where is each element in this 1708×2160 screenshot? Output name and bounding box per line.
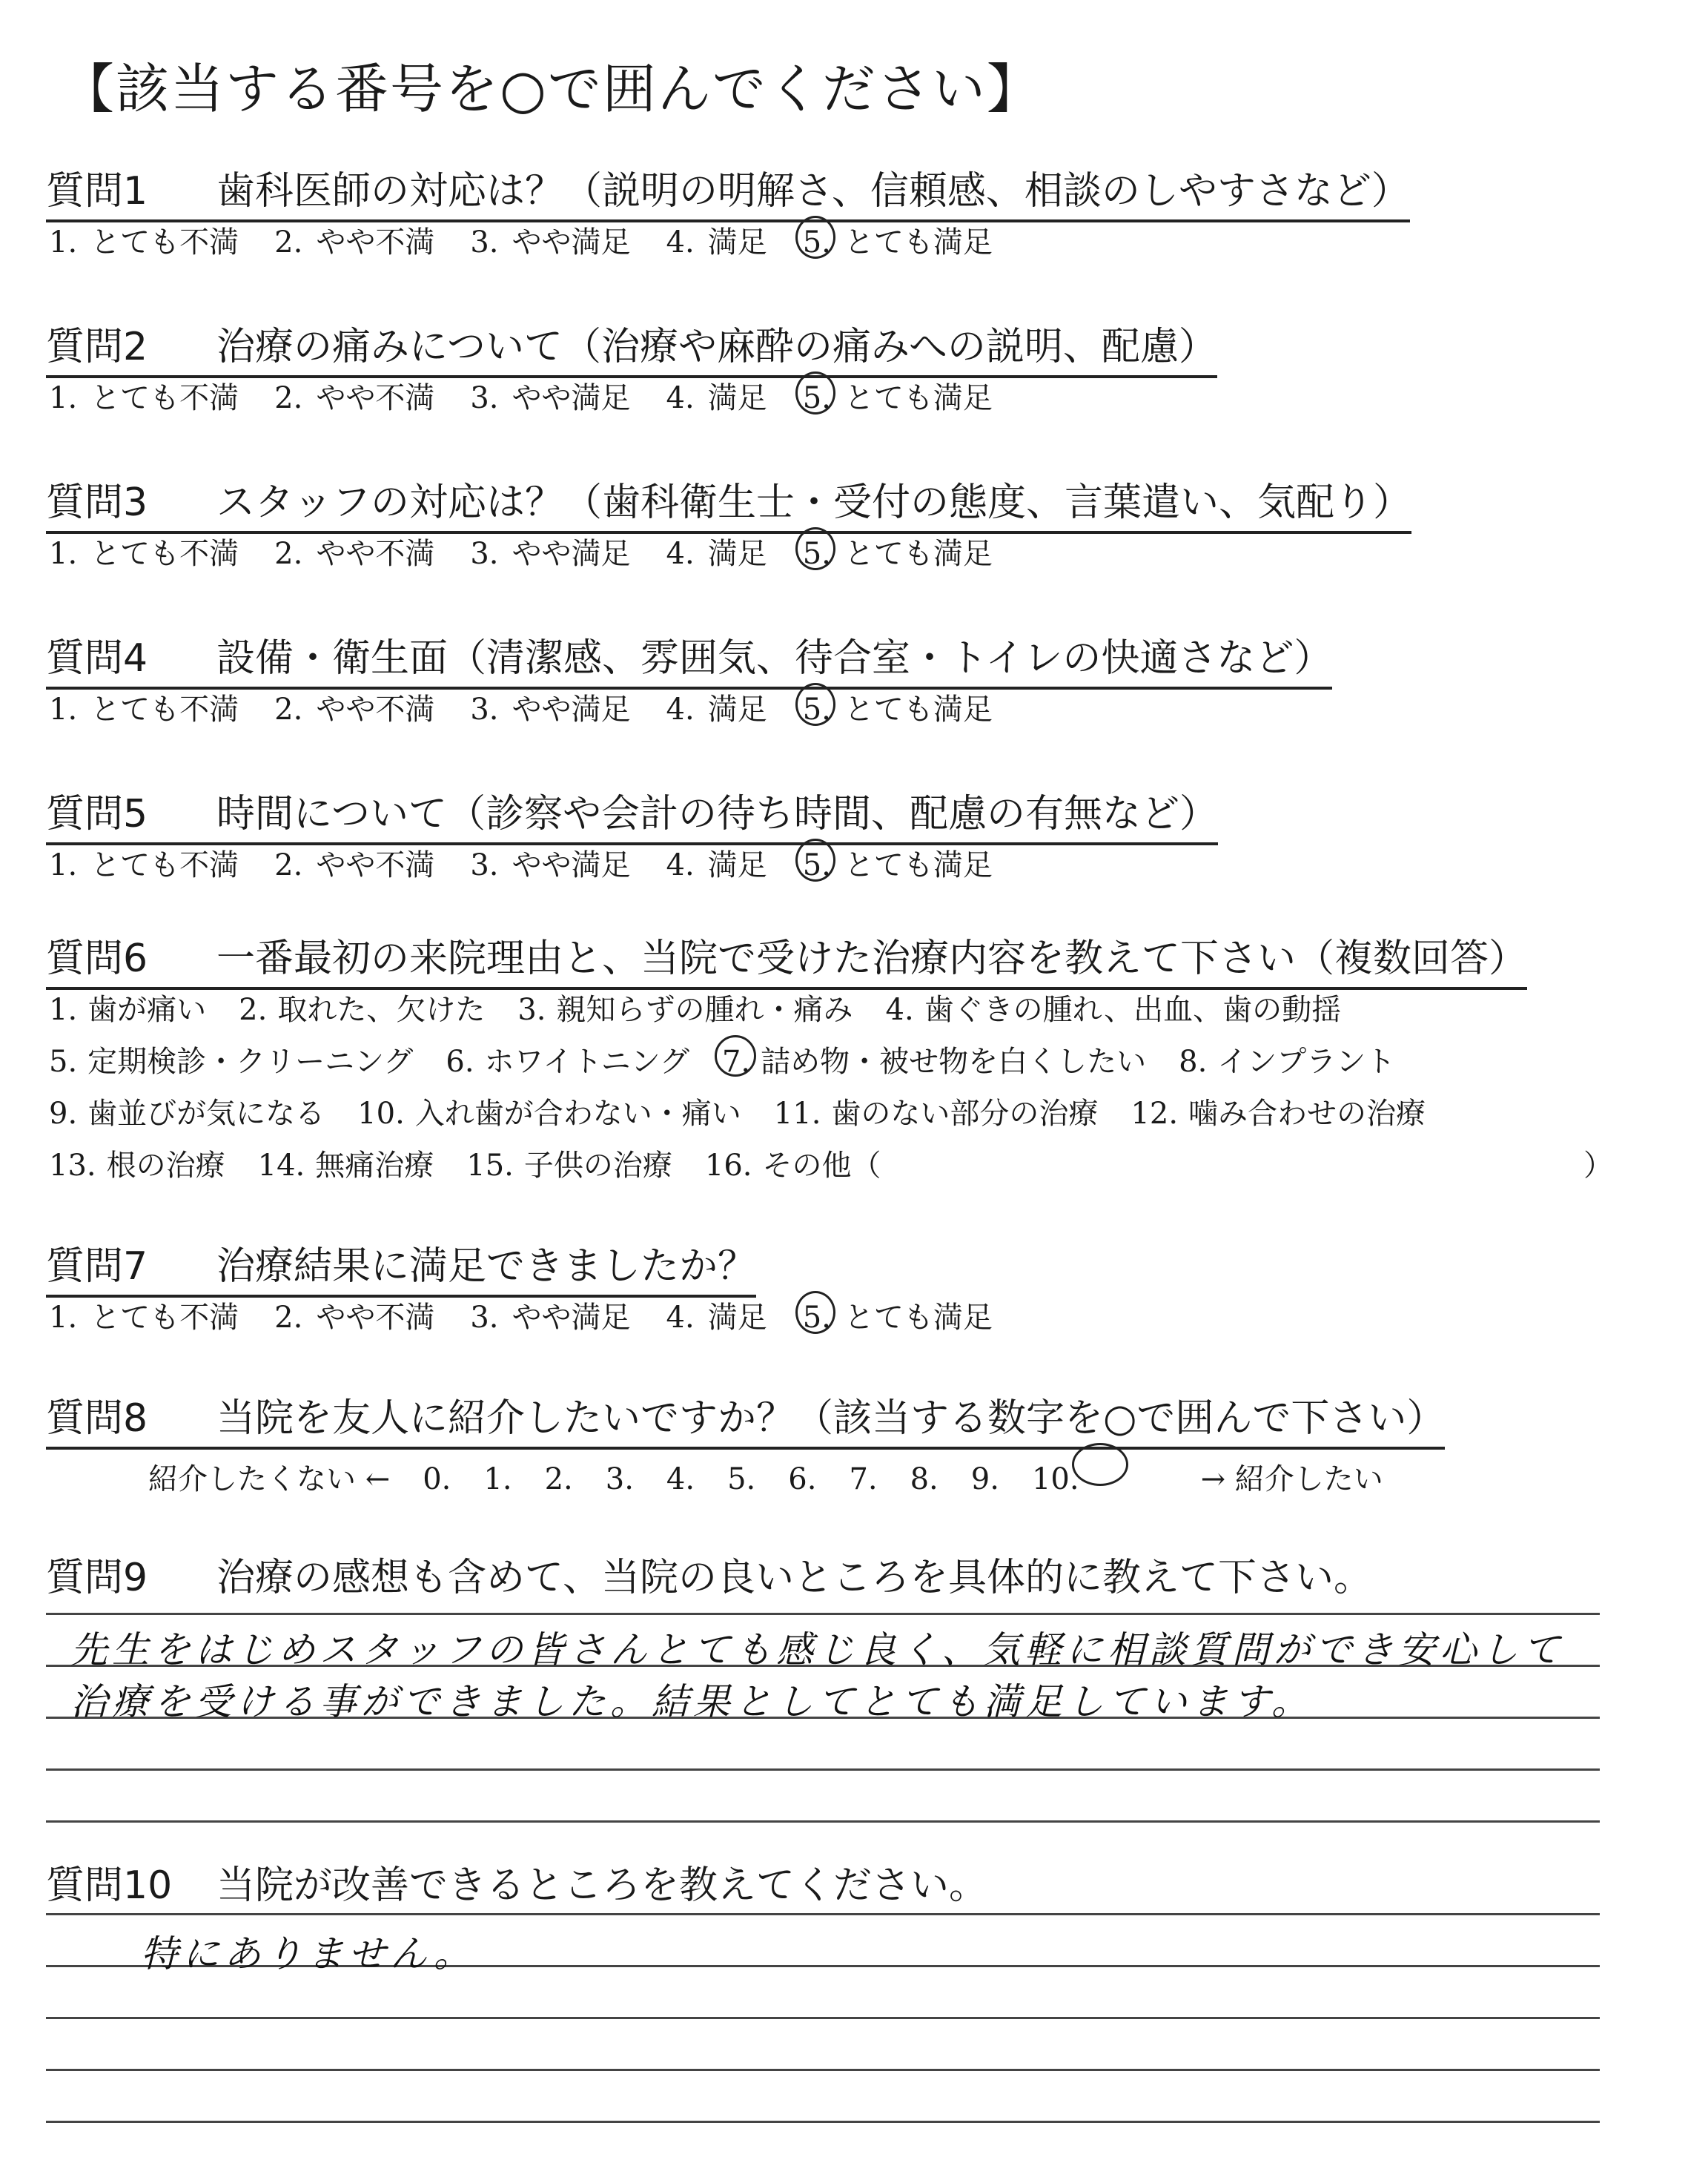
question-text: スタッフの対応は？（歯科衛生士・受付の態度、言葉遣い、気配り） <box>216 480 1412 525</box>
answer-line <box>46 1613 1600 1615</box>
option-label: 満足 <box>707 1301 767 1335</box>
checkbox-option[interactable] <box>258 1142 434 1184</box>
scale-option[interactable] <box>803 842 993 884</box>
checkbox-option[interactable] <box>774 1090 1099 1132</box>
question-2-scale <box>49 374 1028 417</box>
question-text: 治療の感想も含めて、当院の良いところを具体的に教えて下さい。 <box>216 1556 1372 1600</box>
scale-option[interactable] <box>666 219 767 261</box>
scale-option[interactable] <box>49 374 239 417</box>
scale-option[interactable] <box>470 530 630 572</box>
question-7-heading <box>46 1235 756 1298</box>
handwritten-answer-line: 治療を受ける事ができました。結果としてとても満足しています。 <box>70 1680 1313 1723</box>
scale-number[interactable]: 0. <box>423 1462 451 1496</box>
option-label: 満足 <box>707 537 767 571</box>
scale-number[interactable]: 5. <box>727 1462 756 1496</box>
checkbox-option[interactable] <box>357 1090 741 1132</box>
option-label: やや満足 <box>512 1301 631 1335</box>
scale-option[interactable] <box>274 686 434 728</box>
question-text: 設備・衛生面（清潔感、雰囲気、待合室・トイレの快適さなど） <box>216 636 1333 681</box>
option-number: 1. <box>49 848 78 882</box>
scale-option[interactable] <box>49 219 239 261</box>
checkbox-option[interactable] <box>1131 1090 1426 1132</box>
option-label: 噛み合わせの治療 <box>1188 1097 1426 1131</box>
scale-option[interactable] <box>803 219 993 261</box>
option-number: 2. <box>274 1301 303 1335</box>
scale-option[interactable] <box>470 374 630 417</box>
scale-option[interactable] <box>274 219 434 261</box>
option-number: 5. <box>802 537 831 571</box>
option-label: 満足 <box>707 693 767 727</box>
option-number: 3. <box>470 693 499 727</box>
option-row <box>49 1142 1613 1184</box>
close-paren: ） <box>1583 1149 1613 1183</box>
option-label: 満足 <box>707 848 767 882</box>
question-1-scale <box>49 219 1028 261</box>
option-number: 5. <box>802 381 831 415</box>
option-label: 根の治療 <box>106 1149 225 1183</box>
option-number: 6. <box>446 1045 474 1079</box>
option-label: 満足 <box>707 381 767 415</box>
option-label: ホワイトニング <box>484 1045 689 1079</box>
scale-option[interactable] <box>666 530 767 572</box>
scale-option[interactable] <box>49 530 239 572</box>
scale-number[interactable]: 9. <box>970 1462 999 1496</box>
selected-circle-mark <box>795 371 835 415</box>
option-label: 歯のない部分の治療 <box>831 1097 1099 1131</box>
question-2-heading <box>46 315 1217 378</box>
scale-number[interactable]: 6. <box>788 1462 817 1496</box>
question-text: 当院が改善できるところを教えてください。 <box>216 1863 988 1908</box>
scale-option[interactable] <box>470 219 630 261</box>
option-number: 1. <box>49 993 78 1027</box>
option-row <box>49 1038 1428 1080</box>
scale-number[interactable]: 8. <box>910 1462 939 1496</box>
answer-line <box>46 2121 1600 2123</box>
option-label: とても不満 <box>90 848 239 882</box>
option-number: 4. <box>885 993 914 1027</box>
question-number: 質問2 <box>46 325 148 369</box>
option-label: 定期検診・クリーニング <box>87 1045 414 1079</box>
option-label: やや不満 <box>316 381 435 415</box>
handwritten-answer-line: 特にありません。 <box>141 1932 475 1975</box>
selected-circle-mark <box>795 839 835 882</box>
option-number: 2. <box>274 225 303 260</box>
option-label: やや満足 <box>512 225 631 260</box>
option-label: やや不満 <box>316 693 435 727</box>
option-label: やや不満 <box>316 537 435 571</box>
selected-circle-mark <box>1072 1443 1128 1486</box>
scale-option[interactable] <box>470 842 630 884</box>
option-label: とても満足 <box>844 693 993 727</box>
option-number: 4. <box>666 225 695 260</box>
option-number: 2. <box>239 993 268 1027</box>
option-row <box>49 1090 1458 1132</box>
question-5-scale <box>49 842 1028 884</box>
question-3-heading <box>46 471 1411 534</box>
answer-line <box>46 2069 1600 2071</box>
option-label: 無痛治療 <box>315 1149 434 1183</box>
option-label: 取れた、欠けた <box>277 993 486 1027</box>
option-number: 2. <box>274 848 303 882</box>
option-number: 10. <box>357 1097 405 1131</box>
option-number: 3. <box>470 225 499 260</box>
answer-line <box>46 1768 1600 1771</box>
question-6-heading <box>46 927 1527 990</box>
question-10-heading <box>46 1854 987 1914</box>
option-number: 13. <box>49 1149 96 1183</box>
option-label: やや不満 <box>316 225 435 260</box>
option-number: 1. <box>49 381 78 415</box>
option-number: 9. <box>49 1097 78 1131</box>
option-label: 子供の治療 <box>523 1149 672 1183</box>
scale-right-label: → 紹介したい <box>1200 1462 1383 1496</box>
scale-option[interactable] <box>274 1294 434 1336</box>
question-4-heading <box>46 627 1332 690</box>
question-number: 質問4 <box>46 636 148 681</box>
scale-left-label: 紹介したくない ← <box>148 1462 391 1496</box>
option-label: その他（ <box>762 1149 881 1183</box>
question-text: 治療の痛みについて（治療や麻酔の痛みへの説明、配慮） <box>216 325 1217 369</box>
question-4-scale <box>49 686 1028 728</box>
option-label: インプラント <box>1217 1045 1396 1079</box>
option-row <box>49 986 1374 1028</box>
option-number: 3. <box>470 537 499 571</box>
question-8-scale <box>148 1446 1416 1498</box>
option-number: 5. <box>49 1045 78 1079</box>
scale-option[interactable] <box>274 374 434 417</box>
option-number: 3. <box>517 993 546 1027</box>
scale-option[interactable] <box>666 686 767 728</box>
option-number: 4. <box>666 1301 695 1335</box>
option-number: 11. <box>773 1097 821 1131</box>
question-1-heading <box>46 159 1410 222</box>
option-label: 満足 <box>707 225 767 260</box>
question-number: 質問1 <box>46 169 148 214</box>
question-3-scale <box>49 530 1028 572</box>
option-label: やや不満 <box>316 1301 435 1335</box>
option-number: 15. <box>466 1149 514 1183</box>
checkbox-option[interactable] <box>886 986 1342 1028</box>
option-label: とても不満 <box>90 381 239 415</box>
question-text: 時間について（診察や会計の待ち時間、配慮の有無など） <box>216 792 1218 836</box>
scale-number[interactable]: 2. <box>544 1462 573 1496</box>
question-number: 質問8 <box>46 1396 148 1441</box>
option-number: 2. <box>274 537 303 571</box>
option-number: 4. <box>666 848 695 882</box>
checkbox-option[interactable] <box>705 1142 881 1184</box>
selected-circle-mark <box>795 216 835 259</box>
option-number: 1. <box>49 693 78 727</box>
scale-option[interactable] <box>666 842 767 884</box>
question-text: 治療結果に満足できましたか？ <box>216 1244 757 1289</box>
scale-option[interactable] <box>470 1294 630 1336</box>
option-number: 16. <box>704 1149 752 1183</box>
option-number: 8. <box>1179 1045 1208 1079</box>
scale-number[interactable]: 7. <box>849 1462 878 1496</box>
option-label: とても満足 <box>844 1301 993 1335</box>
option-number: 5. <box>802 1301 831 1335</box>
option-number: 14. <box>257 1149 305 1183</box>
option-label: とても不満 <box>90 225 239 260</box>
question-text: 歯科医師の対応は？（説明の明解さ、信頼感、相談のしやすさなど） <box>216 169 1410 214</box>
scale-option[interactable] <box>666 1294 767 1336</box>
checkbox-option[interactable] <box>446 1038 689 1080</box>
option-label: 入れ歯が合わない・痛い <box>414 1097 741 1131</box>
option-label: とても満足 <box>844 381 993 415</box>
selected-circle-mark <box>795 527 835 570</box>
handwritten-answer-line: 先生をはじめスタッフの皆さんとても感じ良く、気軽に相談質問ができ安心して <box>70 1628 1564 1671</box>
option-label: 歯が痛い <box>87 993 207 1027</box>
scale-option[interactable] <box>803 530 993 572</box>
scale-number[interactable]: 4. <box>666 1462 695 1496</box>
option-label: とても満足 <box>844 848 993 882</box>
selected-circle-mark <box>795 683 835 726</box>
scale-option[interactable] <box>666 374 767 417</box>
option-label: とても満足 <box>844 225 993 260</box>
option-number: 3. <box>470 848 499 882</box>
option-label: やや満足 <box>512 381 631 415</box>
option-number: 3. <box>470 381 499 415</box>
scale-option[interactable] <box>49 686 239 728</box>
checkbox-option[interactable] <box>49 1142 225 1184</box>
selected-circle-mark <box>795 1291 835 1334</box>
question-text: 一番最初の来院理由と、当院で受けた治療内容を教えて下さい（複数回答） <box>216 937 1528 981</box>
option-number: 5. <box>802 848 831 882</box>
option-number: 4. <box>666 537 695 571</box>
scale-option[interactable] <box>274 530 434 572</box>
question-number: 質問7 <box>46 1244 148 1289</box>
scale-option[interactable] <box>470 686 630 728</box>
scale-option[interactable] <box>49 1294 239 1336</box>
option-number: 2. <box>274 693 303 727</box>
question-5-heading <box>46 782 1218 845</box>
option-number: 12. <box>1131 1097 1179 1131</box>
page-title: 【該当する番号を○で囲んでください】 <box>61 58 1042 120</box>
scale-option[interactable] <box>803 374 993 417</box>
option-label: とても不満 <box>90 693 239 727</box>
scale-option[interactable] <box>274 842 434 884</box>
option-label: とても満足 <box>844 537 993 571</box>
option-number: 4. <box>666 693 695 727</box>
option-number: 1. <box>49 225 78 260</box>
checkbox-option[interactable] <box>466 1142 672 1184</box>
option-label: とても不満 <box>90 1301 239 1335</box>
selected-circle-mark <box>715 1035 756 1077</box>
checkbox-option[interactable] <box>239 986 485 1028</box>
option-number: 3. <box>470 1301 499 1335</box>
option-number: 5. <box>802 693 831 727</box>
question-number: 質問3 <box>46 480 148 525</box>
option-number: 5. <box>802 225 831 260</box>
checkbox-option[interactable] <box>1179 1038 1395 1080</box>
question-number: 質問10 <box>46 1863 173 1908</box>
option-number: 1. <box>49 1301 78 1335</box>
scale-option[interactable] <box>803 686 993 728</box>
answer-line <box>46 1820 1600 1823</box>
checkbox-option[interactable] <box>49 1038 413 1080</box>
option-label: やや満足 <box>512 537 631 571</box>
option-label: やや満足 <box>512 848 631 882</box>
option-label: 詰め物・被せ物を白くしたい <box>761 1045 1147 1079</box>
question-number: 質問6 <box>46 937 148 981</box>
scale-option[interactable] <box>49 842 239 884</box>
scale-number[interactable]: 3. <box>605 1462 634 1496</box>
option-label: 歯ぐきの腫れ、出血、歯の動揺 <box>924 993 1342 1027</box>
question-number: 質問9 <box>46 1556 148 1600</box>
checkbox-option[interactable] <box>722 1038 1146 1080</box>
answer-line <box>46 2017 1600 2019</box>
scale-number[interactable]: 1. <box>483 1462 512 1496</box>
option-number: 7. <box>721 1045 751 1079</box>
answer-line <box>46 1913 1600 1915</box>
question-text: 当院を友人に紹介したいですか？（該当する数字を○で囲んで下さい） <box>216 1396 1446 1441</box>
checkbox-option[interactable] <box>517 986 853 1028</box>
question-number: 質問5 <box>46 792 148 836</box>
option-number: 1. <box>49 537 78 571</box>
checkbox-option[interactable] <box>49 1090 325 1132</box>
question-9-heading <box>46 1546 1372 1606</box>
option-label: 歯並びが気になる <box>87 1097 325 1131</box>
scale-number[interactable]: 10. <box>1032 1446 1168 1496</box>
option-number: 2. <box>274 381 303 415</box>
question-7-scale <box>49 1294 1028 1336</box>
option-label: 親知らずの腫れ・痛み <box>556 993 853 1027</box>
option-label: とても不満 <box>90 537 239 571</box>
scale-option[interactable] <box>803 1294 993 1336</box>
question-8-heading <box>46 1387 1445 1450</box>
option-number: 4. <box>666 381 695 415</box>
checkbox-option[interactable] <box>49 986 206 1028</box>
option-label: やや満足 <box>512 693 631 727</box>
option-label: やや不満 <box>316 848 435 882</box>
